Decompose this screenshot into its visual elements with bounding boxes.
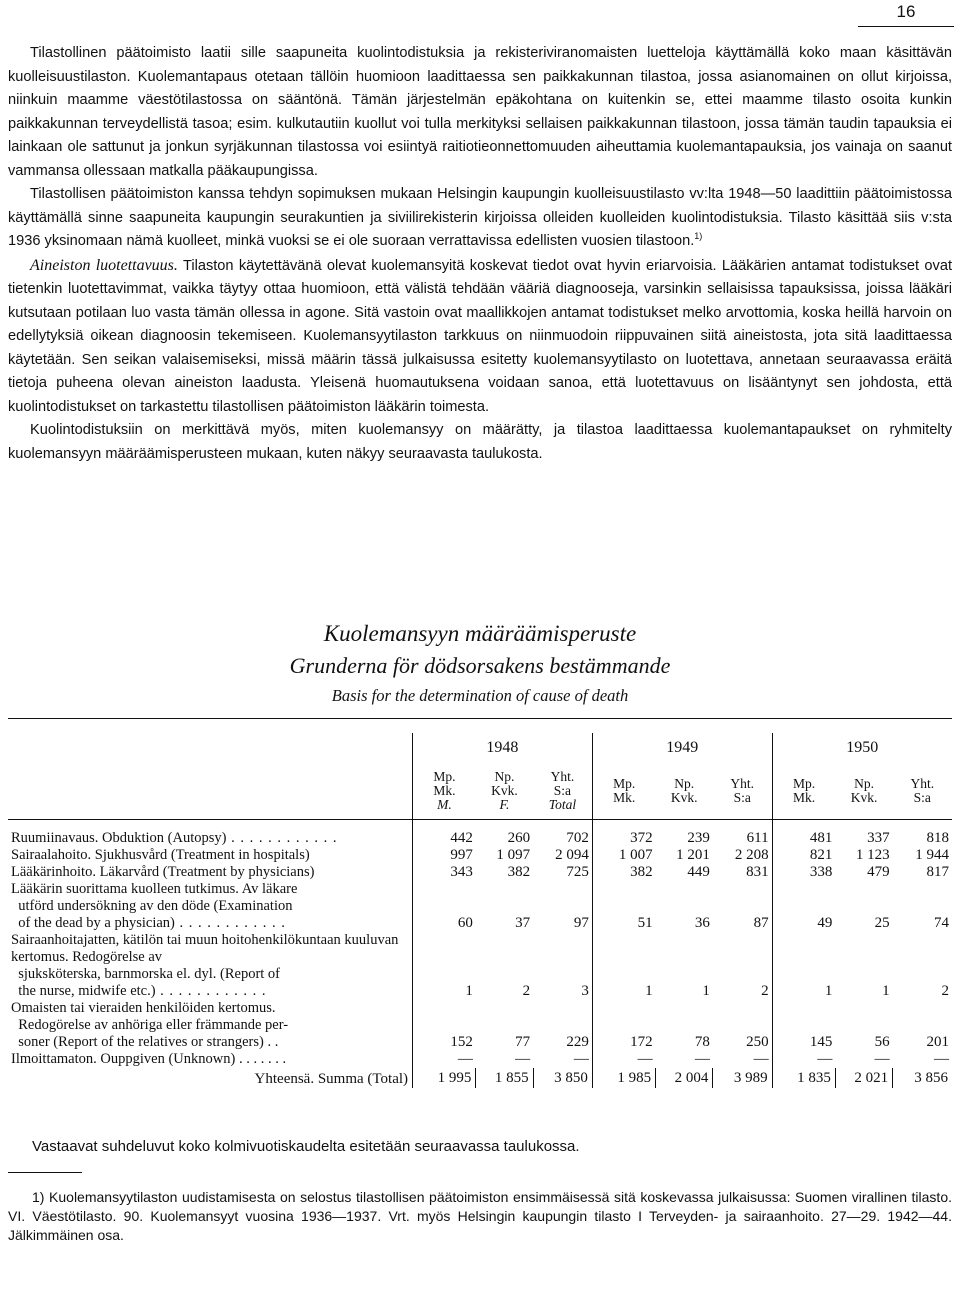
table-top-rule bbox=[8, 719, 952, 734]
table-title-en: Basis for the determination of cause of death bbox=[331, 686, 629, 705]
footnote-rule bbox=[8, 1172, 82, 1173]
paragraph-3 bbox=[8, 254, 952, 420]
table-row: Sairaalahoito. Sjukhusvård (Treatment in hospitals) 997 1 097 2 094 1 007 1 201 2 208 821 1 123 1 944 bbox=[8, 847, 952, 864]
table-title-sv: Grunderna för dödsorsakens bestämmande bbox=[289, 653, 671, 678]
paragraph-2 bbox=[8, 183, 952, 254]
footnote-marker: 1) bbox=[32, 1189, 45, 1205]
col-header: Mp. Mk. bbox=[592, 763, 655, 820]
year-1949: 1949 bbox=[592, 733, 772, 763]
cause-basis-table bbox=[8, 718, 952, 1088]
after-table-text: Vastaavat suhdeluvut koko kolmivuotiskaudelta esitetään seuraavassa taulukossa. bbox=[32, 1138, 580, 1155]
table-row: Sairaanhoitajatten, kätilön tai muun hoitohenkilökuntaan kuuluvan kertomus. Redogörelse av sjuksköterska, barnmorska el. dyl. (Report of the nurse, midwife etc.) . . . 1 2 3 1 1 2 1 1 2 bbox=[8, 932, 952, 1000]
paragraph-2-text: Tilastollisen päätoimiston kanssa tehdyn sopimuksen mukaan Helsingin kaupungin kuolleisuustilasto vv:lta 1948—50 laadittiin päätoimistossa käyttämällä sinne saapuneita kaupungin seurakuntien ja siviilirekisterin kirjoissa olleiden kuolleiden kuolintodistuksia. Tilasto käsittää siis v:sta 1936 yksinomaan nämä kuolleet, minkä vuoksi se ei ole suoraan verrattavissa edellisten vuosien tilastoon. bbox=[8, 186, 952, 249]
total-label: Yhteensä. Summa (Total) bbox=[8, 1068, 413, 1088]
paragraph-3-text: Tilaston käytettävänä olevat kuolemansyitä koskevat tiedot ovat hyvin eriarvoisia. Lääkärien antamat todistukset ovat tietenkin luotettavimmat, vaikka täytyy ottaa huomioon, että välistä tehdään vääriä diagnooseja, varsinkin sellaisissa tapauksissa, joissa lääkäri kutsutaan potilaan luo vasta tämän ollessa in agone. Sitä vastoin ovat maallikkojen antamat todistukset melko arvottomia, koska heillä harvoin on edellytyksiä oikean diagnoosin tekemiseen. Kuolemansyytilaston tarkkuus on niinmuodoin riippuvainen siitä aineistosta, jota sitä laadittaessa käytetään. Sen seikan valaisemiseksi, missä määrin tässä julkaisussa esitetty kuolemansyytilasto on luotettava, annetaan seuraavassa eräitä tietoja puheena olevan aineiston laadusta. Yleisenä huomautuksena voidaan sanoa, että luotettavuus on lisääntynyt sen johdosta, että kuolintodistukset on tarkastettu tilastollisen päätoimiston lääkärin toimesta. bbox=[8, 257, 953, 415]
row-label: Sairaalahoito. Sjukhusvård (Treatment in hospitals) bbox=[8, 847, 413, 864]
row-label: Lääkärinhoito. Läkarvård (Treatment by physicians) bbox=[8, 864, 413, 881]
col-header: Mp. Mk. M. bbox=[413, 763, 476, 820]
column-header-row bbox=[8, 763, 952, 820]
row-label: Omaisten tai vieraiden henkilöiden kertomus. Redogörelse av anhöriga eller främmande per- soner (Report of the relatives or strangers) . . bbox=[8, 1000, 413, 1051]
totals-row: Yhteensä. Summa (Total) 1 995 1 855 3 850 1 985 2 004 3 989 1 835 2 021 3 856 bbox=[8, 1068, 952, 1088]
section-heading: Aineiston luotettavuus. bbox=[30, 256, 178, 274]
col-header: Np. Kvk. bbox=[835, 763, 892, 820]
table-titles bbox=[0, 618, 960, 710]
page-number: 16 bbox=[858, 2, 954, 27]
row-label: Ilmoittamaton. Ouppgiven (Unknown) . . . . . . . bbox=[8, 1051, 413, 1068]
col-header: Np. Kvk. bbox=[656, 763, 713, 820]
paragraph-1: Tilastollinen päätoimisto laatii sille saapuneita kuolintodistuksia ja rekisteriviranomaisten luetteloja käyttämällä koko maan käsittävän kuolleisuustilaston. Kuolemantapaus otetaan tällöin huomioon laadittaessa sen paikkakunnan tilastoa, jossa asianomainen on ollut kirjoissa, niinkuin maamme väestötilastossa on sääntönä. Tämän järjestelmän epäkohtana on kuitenkin se, ettei maamme tilasto osoita kunkin paikkakunnan terveydellistä tasoa; esim. kulkutautiin kuollut voi tulla merkityksi sellaisen paikkakunnan tilastoon, jossa tämän taudin tapauksia ei lainkaan ole sattunut ja jonkun syrjäkunnan tilastossa voi esiintyä raitiotieonnettomuuden aiheuttamia kuolemantapauksia, jos vainaja on saanut vammansa ollessaan matkalla pääkaupungissa. bbox=[8, 45, 952, 179]
row-label: Lääkärin suorittama kuolleen tutkimus. Av läkare utförd undersökning av den döde (Examination of the dead by a physician) . . . bbox=[8, 881, 413, 932]
table-title-fi: Kuolemansyyn määräämisperuste bbox=[323, 621, 637, 646]
col-header: Yht. S:a bbox=[713, 763, 772, 820]
footnote bbox=[8, 1188, 952, 1245]
col-header: Mp. Mk. bbox=[772, 763, 835, 820]
footnote-text: Kuolemansyytilaston uudistamisesta on selostus tilastollisen päätoimiston ensimmäisessä sitä koskevassa julkaisussa: Suomen virallinen tilasto. VI. Väestötilasto. 90. Kuolemansyyt vuosina 1936—1937. Vrt. myös Helsingin kaupungin tilasto I Terveyden- ja sairaanhoito. 27—29. 1942—44. Jälkimmäinen osa. bbox=[8, 1189, 953, 1243]
col-header: Yht. S:a Total bbox=[533, 763, 592, 820]
col-header: Yht. S:a bbox=[893, 763, 952, 820]
paragraph-4: Kuolintodistuksiin on merkittävä myös, miten kuolemansyy on määrätty, ja tilastoa laadittaessa kuolemantapaukset on ryhmitelty kuolemansyyn määräämisperusteen mukaan, kuten näkyy seuraavasta taulukosta. bbox=[8, 422, 952, 462]
table-row: Ruumiinavaus. Obduktion (Autopsy) . . . 442 260 702 372 239 611 481 337 818 bbox=[8, 830, 952, 847]
table-row: Lääkärin suorittama kuolleen tutkimus. Av läkare utförd undersökning av den döde (Examination of the dead by a physician) . . . 60 37 97 51 36 87 49 25 74 bbox=[8, 881, 952, 932]
year-header-row bbox=[8, 733, 952, 763]
table-row: Lääkärinhoito. Läkarvård (Treatment by physicians) 343 382 725 382 449 831 338 479 817 bbox=[8, 864, 952, 881]
col-header: Np. Kvk. F. bbox=[476, 763, 533, 820]
body-text bbox=[8, 42, 952, 466]
row-label: Sairaanhoitajatten, kätilön tai muun hoitohenkilökuntaan kuuluvan kertomus. Redogörelse av sjuksköterska, barnmorska el. dyl. (Report of the nurse, midwife etc.) . . . bbox=[8, 932, 413, 1000]
year-1948: 1948 bbox=[486, 739, 519, 756]
table-row: Ilmoittamaton. Ouppgiven (Unknown) . . . . . . . — — — — — — — — — bbox=[8, 1051, 952, 1068]
footnote-ref: 1) bbox=[694, 231, 703, 242]
year-1950: 1950 bbox=[772, 733, 952, 763]
row-label: Ruumiinavaus. Obduktion (Autopsy) . . . bbox=[8, 830, 413, 847]
table-row: Omaisten tai vieraiden henkilöiden kertomus. Redogörelse av anhöriga eller främmande per- soner (Report of the relatives or strangers) . . 152 77 229 172 78 250 145 56 201 bbox=[8, 1000, 952, 1051]
